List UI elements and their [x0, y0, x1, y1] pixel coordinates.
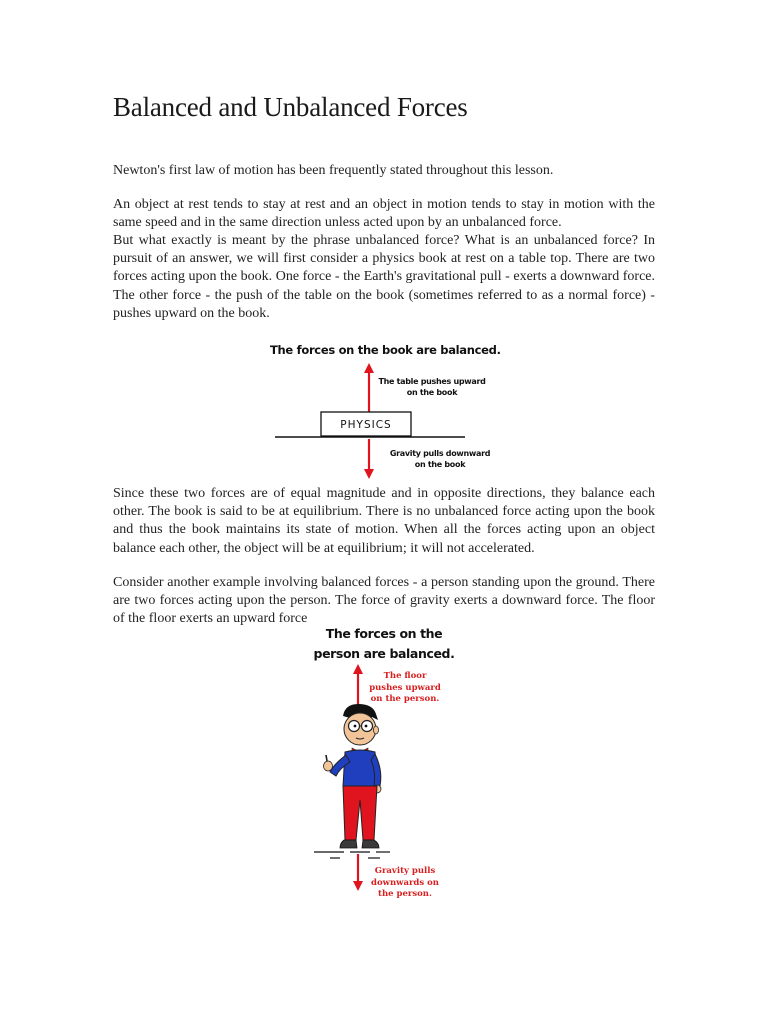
paragraph-equilibrium: Since these two forces are of equal magnitude and in opposite directions, they balance each other. The book is said to be at equilibrium. There is no unbalanced force acting upon the book and thus the book maintains its state of motion. When all the forces acting upon an object balance each other, the object will be at equilibrium; it will not accelerated.	[113, 486, 655, 556]
page-title: Balanced and Unbalanced Forces	[113, 92, 468, 122]
upward-force-arrow	[353, 664, 363, 706]
downward-force-arrow	[364, 439, 374, 479]
figure-person-title: The forces on the person are balanced.	[313, 626, 455, 661]
book-label: PHYSICS	[340, 419, 392, 431]
floor-line	[314, 852, 390, 858]
gravity-pulls-person-label: Gravity pulls downwards on the person.	[371, 866, 439, 899]
cartoon-person	[324, 704, 382, 848]
upward-force-arrow	[364, 363, 374, 412]
figure-book-title: The forces on the book are balanced.	[270, 343, 501, 357]
paragraph-person-example: Consider another example involving balanced forces - a person standing upon the ground. There are two forces acting upon the person. The force of gravity exerts a downward force. The floor of the floor exerts an upward force	[113, 575, 655, 627]
paragraph-book-example: But what exactly is meant by the phrase unbalanced force? What is an unbalanced force? In pursuit of an answer, we will first consider a physics book at rest on a table top. There are two forces acting upon the book. One force - the Earth's gravitational pull - exerts a downward force. The other force - the push of the table on the book (sometimes referred to as a normal force) - pushes upward on the book.	[113, 233, 655, 321]
paragraph-intro: Newton's first law of motion has been frequently stated throughout this lesson.	[113, 163, 554, 178]
gravity-pulls-label: Gravity pulls downward on the book	[389, 449, 491, 469]
table-pushes-label: The table pushes upward on the book	[378, 377, 486, 397]
paragraph-first-law: An object at rest tends to stay at rest and an object in motion tends to stay in motion with the same speed and in the same direction unless acted upon by an unbalanced force.	[113, 197, 655, 231]
floor-pushes-label: The floor pushes upward on the person.	[369, 671, 441, 704]
downward-force-arrow	[353, 854, 363, 891]
